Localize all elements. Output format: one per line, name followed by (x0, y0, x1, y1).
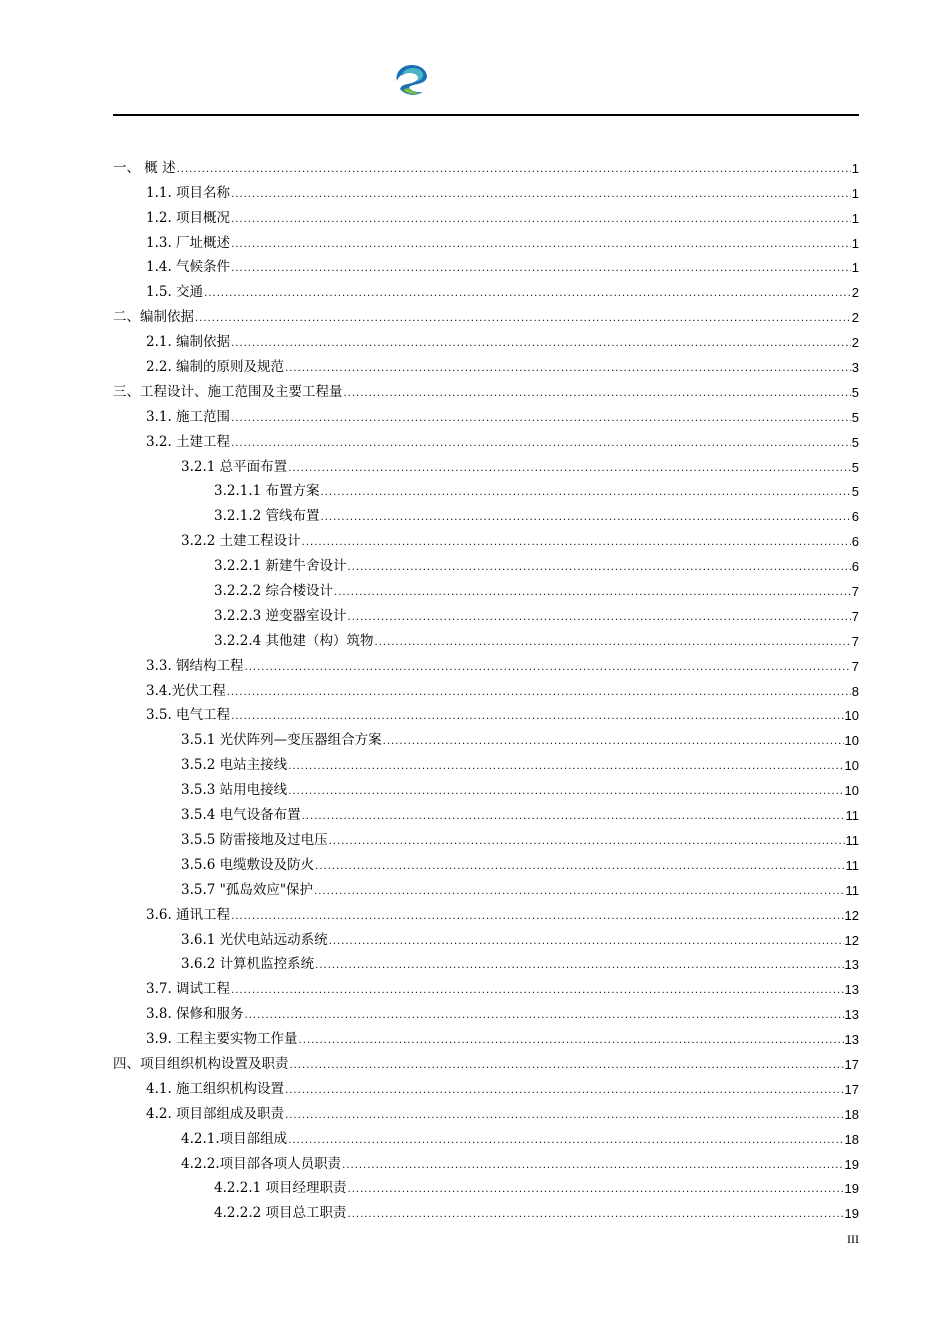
toc-entry-title: 4.2.2.1 项目经理职责 (214, 1180, 347, 1197)
toc-entry-page: 19 (844, 1156, 859, 1172)
toc-dot-leader (231, 984, 843, 998)
toc-entry-title: 3.6.2 计算机监控系统 (181, 956, 315, 973)
toc-entry[interactable] (113, 376, 859, 401)
toc-dot-leader (344, 387, 851, 401)
toc-entry-title: 3.8. 保修和服务 (146, 1006, 244, 1023)
toc-entry[interactable] (113, 899, 859, 924)
toc-dot-leader (348, 1183, 844, 1197)
toc-dot-leader (288, 462, 851, 476)
toc-entry-page: 11 (845, 832, 859, 848)
toc-entry[interactable] (113, 973, 859, 998)
toc-entry-page: 10 (844, 708, 859, 724)
toc-entry-page: 7 (851, 584, 859, 600)
toc-entry-page: 17 (844, 1081, 859, 1097)
toc-entry-page: 5 (851, 434, 859, 450)
toc-dot-leader (245, 661, 851, 675)
toc-entry-page: 1 (851, 160, 859, 176)
toc-entry-page: 13 (844, 982, 859, 998)
toc-entry[interactable] (113, 177, 859, 202)
toc-entry[interactable] (113, 326, 859, 351)
toc-entry-title: 2.2. 编制的原则及规范 (146, 359, 285, 376)
toc-entry-title: 2.1. 编制依据 (146, 334, 231, 351)
toc-entry-page: 12 (844, 907, 859, 923)
toc-dot-leader (321, 486, 851, 500)
toc-dot-leader (288, 1134, 843, 1148)
toc-dot-leader (231, 910, 843, 924)
toc-entry-page: 1 (851, 210, 859, 226)
toc-entry[interactable] (113, 1073, 859, 1098)
toc-dot-leader (231, 437, 851, 451)
toc-dot-leader (348, 561, 851, 575)
toc-entry[interactable] (113, 500, 859, 525)
toc-entry-title: 3.5.4 电气设备布置 (181, 807, 301, 824)
toc-entry-page: 19 (844, 1206, 859, 1222)
toc-entry-title: 1.1. 项目名称 (146, 184, 231, 201)
toc-entry[interactable] (113, 575, 859, 600)
toc-entry-title: 3.6. 通讯工程 (146, 906, 231, 923)
toc-entry-title: 3.5.5 防雷接地及过电压 (181, 831, 328, 848)
toc-entry-title: 3.7. 调试工程 (146, 981, 231, 998)
toc-dot-leader (231, 238, 851, 252)
toc-entry[interactable] (113, 749, 859, 774)
toc-dot-leader (231, 188, 851, 202)
toc-entry-page: 5 (851, 409, 859, 425)
toc-entry[interactable] (113, 849, 859, 874)
toc-entry[interactable] (113, 625, 859, 650)
toc-entry[interactable] (113, 924, 859, 949)
toc-entry-page: 3 (851, 360, 859, 376)
toc-dot-leader (348, 611, 851, 625)
toc-entry-title: 1.4. 气候条件 (146, 259, 231, 276)
toc-entry-page: 6 (851, 509, 859, 525)
toc-entry[interactable] (113, 227, 859, 252)
toc-entry[interactable] (113, 451, 859, 476)
toc-entry-page: 1 (851, 235, 859, 251)
toc-dot-leader (288, 785, 843, 799)
toc-entry[interactable] (113, 401, 859, 426)
toc-entry-title: 3.3. 钢结构工程 (146, 657, 244, 674)
toc-dot-leader (231, 412, 851, 426)
toc-entry-title: 3.5.7 "孤岛效应"保护 (181, 881, 314, 898)
toc-dot-leader (290, 1059, 844, 1073)
toc-entry-page: 13 (844, 957, 859, 973)
toc-entry[interactable] (113, 874, 859, 899)
toc-entry-page: 13 (844, 1007, 859, 1023)
toc-entry-title: 3.2.1.1 布置方案 (214, 483, 320, 500)
toc-entry-title: 3.6.1 光伏电站远动系统 (181, 931, 328, 948)
toc-entry-title: 3.2.2.4 其他建（构）筑物 (214, 632, 374, 649)
toc-entry-title: 一、 概 述 (113, 159, 176, 176)
toc-entry-title: 三、工程设计、施工范围及主要工程量 (113, 383, 343, 400)
toc-entry-page: 2 (851, 335, 859, 351)
toc-entry-title: 3.2.2.2 综合楼设计 (214, 583, 334, 600)
toc-entry-title: 3.1. 施工范围 (146, 408, 231, 425)
toc-entry-page: 19 (844, 1181, 859, 1197)
toc-entry[interactable] (113, 724, 859, 749)
toc-entry[interactable] (113, 949, 859, 974)
page-number: III (847, 1232, 859, 1246)
toc-dot-leader (177, 163, 851, 177)
toc-dot-leader (321, 511, 851, 525)
toc-entry-title: 4.2. 项目部组成及职责 (146, 1105, 285, 1122)
toc-entry[interactable] (113, 351, 859, 376)
toc-entry-title: 3.2.1 总平面布置 (181, 458, 288, 475)
toc-dot-leader (231, 213, 851, 227)
toc-entry[interactable] (113, 700, 859, 725)
toc-entry-page: 1 (851, 260, 859, 276)
toc-entry-page: 8 (851, 683, 859, 699)
toc-entry-title: 1.3. 厂址概述 (146, 234, 231, 251)
toc-dot-leader (315, 959, 843, 973)
toc-entry-page: 6 (851, 559, 859, 575)
toc-entry-title: 4.2.1.项目部组成 (181, 1130, 288, 1147)
toc-entry-page: 6 (851, 534, 859, 550)
toc-entry-page: 11 (845, 808, 859, 824)
toc-entry-title: 3.2.2.1 新建牛舍设计 (214, 558, 347, 575)
toc-entry[interactable] (113, 152, 859, 177)
toc-entry-page: 10 (844, 758, 859, 774)
toc-dot-leader (231, 337, 851, 351)
toc-entry[interactable] (113, 550, 859, 575)
toc-dot-leader (302, 810, 845, 824)
toc-entry-title: 3.2. 土建工程 (146, 433, 231, 450)
toc-dot-leader (329, 935, 844, 949)
toc-dot-leader (315, 860, 844, 874)
toc-dot-leader (285, 362, 851, 376)
toc-entry-page: 7 (851, 658, 859, 674)
toc-entry-page: 17 (844, 1056, 859, 1072)
toc-dot-leader (334, 586, 851, 600)
toc-entry-title: 3.2.1.2 管线布置 (214, 508, 320, 525)
toc-entry-title: 3.5.2 电站主接线 (181, 757, 288, 774)
toc-dot-leader (383, 735, 844, 749)
toc-dot-leader (285, 1084, 843, 1098)
toc-entry-page: 5 (851, 484, 859, 500)
toc-entry-page: 13 (844, 1032, 859, 1048)
toc-dot-leader (302, 536, 851, 550)
toc-dot-leader (245, 1009, 844, 1023)
toc-dot-leader (204, 287, 851, 301)
toc-dot-leader (231, 262, 851, 276)
toc-dot-leader (348, 1208, 844, 1222)
toc-entry[interactable] (113, 426, 859, 451)
toc-entry[interactable] (113, 476, 859, 501)
toc-entry-page: 10 (844, 733, 859, 749)
toc-entry-title: 1.2. 项目概况 (146, 209, 231, 226)
toc-entry[interactable] (113, 525, 859, 550)
toc-entry[interactable] (113, 799, 859, 824)
toc-entry-page: 2 (851, 310, 859, 326)
toc-entry[interactable] (113, 252, 859, 277)
toc-entry[interactable] (113, 774, 859, 799)
toc-entry-page: 7 (851, 608, 859, 624)
table-of-contents (113, 152, 859, 1222)
header-rule (113, 114, 859, 116)
toc-entry-title: 四、项目组织机构设置及职责 (113, 1055, 289, 1072)
toc-entry[interactable] (113, 1148, 859, 1173)
toc-entry-title: 3.5. 电气工程 (146, 707, 231, 724)
toc-entry[interactable] (113, 1197, 859, 1222)
toc-dot-leader (227, 686, 851, 700)
toc-entry[interactable] (113, 998, 859, 1023)
toc-entry-page: 7 (851, 633, 859, 649)
toc-entry-page: 10 (844, 783, 859, 799)
toc-entry-page: 18 (844, 1106, 859, 1122)
toc-entry-title: 3.2.2.3 逆变器室设计 (214, 607, 347, 624)
toc-entry[interactable] (113, 1048, 859, 1073)
toc-entry-page: 18 (844, 1131, 859, 1147)
toc-entry[interactable] (113, 675, 859, 700)
toc-dot-leader (195, 312, 851, 326)
toc-entry-title: 4.2.2.2 项目总工职责 (214, 1205, 347, 1222)
toc-entry[interactable] (113, 600, 859, 625)
toc-entry-page: 5 (851, 384, 859, 400)
toc-entry-title: 1.5. 交通 (146, 284, 204, 301)
toc-entry-page: 12 (844, 932, 859, 948)
toc-entry-title: 3.5.3 站用电接线 (181, 782, 288, 799)
toc-entry-page: 5 (851, 459, 859, 475)
toc-entry[interactable] (113, 202, 859, 227)
toc-entry-title: 4.1. 施工组织机构设置 (146, 1080, 285, 1097)
toc-dot-leader (329, 835, 845, 849)
toc-dot-leader (231, 710, 843, 724)
toc-entry[interactable] (113, 276, 859, 301)
toc-entry-title: 4.2.2.项目部各项人员职责 (181, 1155, 342, 1172)
toc-entry-page: 11 (845, 882, 859, 898)
toc-dot-leader (285, 1109, 843, 1123)
toc-entry-title: 3.4.光伏工程 (146, 682, 226, 699)
toc-entry-title: 3.9. 工程主要实物工作量 (146, 1031, 298, 1048)
toc-entry[interactable] (113, 650, 859, 675)
toc-entry[interactable] (113, 1023, 859, 1048)
toc-entry-title: 3.5.6 电缆敷设及防火 (181, 856, 315, 873)
toc-entry[interactable] (113, 301, 859, 326)
toc-entry-title: 3.2.2 土建工程设计 (181, 533, 301, 550)
toc-dot-leader (342, 1159, 843, 1173)
toc-entry-title: 二、编制依据 (113, 309, 194, 326)
toc-entry[interactable] (113, 824, 859, 849)
toc-entry[interactable] (113, 1173, 859, 1198)
toc-entry[interactable] (113, 1123, 859, 1148)
toc-entry[interactable] (113, 1098, 859, 1123)
swirl-s-logo-icon (393, 63, 431, 99)
toc-entry-page: 2 (851, 285, 859, 301)
toc-dot-leader (299, 1034, 844, 1048)
toc-entry-page: 1 (851, 185, 859, 201)
toc-entry-title: 3.5.1 光伏阵列—变压器组合方案 (181, 732, 382, 749)
toc-dot-leader (375, 636, 851, 650)
toc-dot-leader (288, 760, 843, 774)
toc-dot-leader (314, 885, 844, 899)
toc-entry-page: 11 (845, 857, 859, 873)
